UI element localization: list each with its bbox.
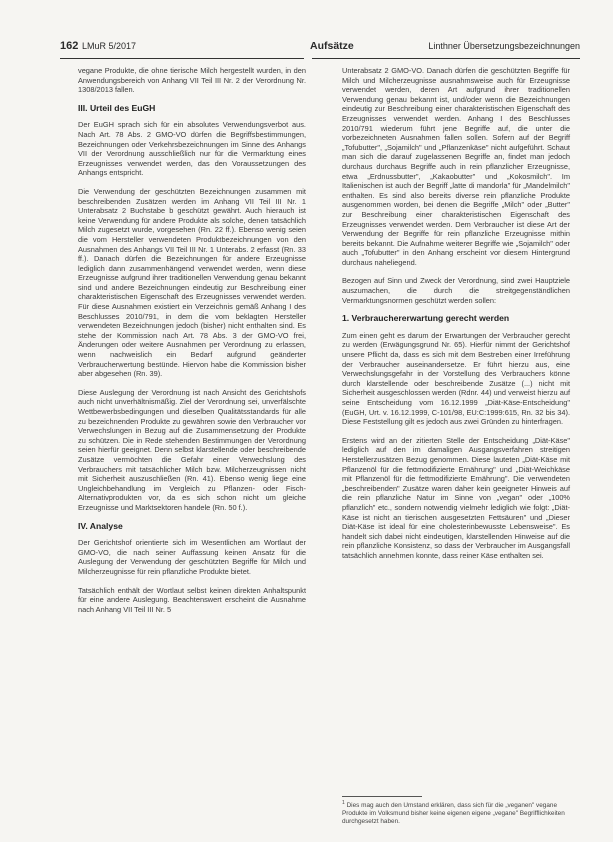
paragraph: Der Gerichtshof orientierte sich im Wesentlichen am Wortlaut der GMO-VO, die nach seiner Auffassung keinen Ansatz für die Auslegung der Verwendung der geschützten Begriffe für Milch und Milcherzeugnisse für rein pflanzliche Produkte bietet.	[78, 538, 306, 576]
footnote-rule	[342, 796, 422, 797]
paragraph: Erstens wird an der zitierten Stelle der Entscheidung „Diät-Käse" lediglich auf den im damaligen Ausgangsverfahren streitigen Herstellerzusätzen Bezug genommen. Diese lauteten „Diät-Käse mit Pflanzenöl für die fettmodifizierte Ernährung" und „Diät-Weichkäse mit Pflanzenöl für die fettmodifizierte Ernährung". Die verwendeten „beschreibenden" Zusätze waren daher kein geeigneter Hinweis auf die rein pflanzliche Natur im Sinne von „vegan" oder „100% pflanzlich" etc., sondern notwendig vielmehr lediglich wie folgt: „Diät-Käse ist nicht an tierischen ausgesetzten Fettsäuren" und „Dieser Diät-Käse ist ideal für eine cholesterinbewusste Lebensweise". Es handelt sich dabei nicht eindeutigen, klarstellenden Hinweise auf die rein pflanzliche Konsistenz, so dass der Verbraucher im Ausgangsfall tatsächlich annehmen konnte, dass reiner Käse enthalten sei.	[342, 435, 570, 560]
footnote-text: Dies mag auch den Umstand erklären, dass sich für die „veganen" vegane Produkte im Volksmund bisher keine eigenen eigene „vegane" Begrifflichkeiten durchgesetzt haben.	[342, 802, 565, 825]
paragraph: Bezogen auf Sinn und Zweck der Verordnung, sind zwei Hauptziele auszumachen, die durch die streitgegenständlichen Vermarktungsnormen geschützt werden sollen:	[342, 276, 570, 305]
page-header	[60, 40, 580, 58]
section-title: Aufsätze	[310, 40, 354, 52]
paragraph: vegane Produkte, die ohne tierische Milch hergestellt wurden, in den Anwendungsbereich von Anhang VII Teil III Nr. 2 der Verordnung Nr. 1308/2013 fallen.	[78, 66, 306, 95]
paragraph: Tatsächlich enthält der Wortlaut selbst keinen direkten Anhaltspunkt für eine andere Auslegung. Beachtenswert erscheint die Ausnahme nach Anhang VII Teil III Nr. 5	[78, 585, 306, 614]
paragraph: Die Verwendung der geschützten Bezeichnungen zusammen mit beschreibenden Zusätzen werden im Anhang VII Teil III Nr. 1 Unterabsatz 2 Buchstabe b geschützt gewährt. Auch hierauch ist keine Verwendung für andere Produkte als solche, denen tatsächlich Milch zugesetzt wurde, vorgesehen (Rn. 22 ff.). Ebenso wenig seien die vom Hersteller verwendeten Produktbezeichnungen von den Ausnahmen des Anhangs VII Teil III Nr. 1 Unterabs. 2 erfasst (Rn. 33 ff.). Danach dürfen die Bezeichnungen für andere Erzeugnisse lediglich dann zusammenhängend verwendet werden, wenn diese Erzeugnisse aufgrund ihrer traditionellen Verwendung genau bekannt sind und andere Bezeichnungen eindeutig zur Beschreibung einer charakteristischen Eigenschaft des Erzeugnisses verwendet werden. Für diese Ausnahmen existiert ein Verzeichnis gemäß Anhang I des Beschlusses 2010/791, in dem die vom beklagten Hersteller verwendeten Bezeichnungen jedoch (bisher) nicht enthalten sind. Es stehe der Kommission nach Art. 78 Abs. 3 der GMO-VO frei, Änderungen oder weitere Ausnahmen per Verordnung zu erlassen, wenn nachweislich ein Bedarf aufgrund geänderter Verbraucherwertung bestünde. Hiervon habe die Kommission bisher aber abgesehen (Rn. 39).	[78, 186, 306, 379]
right-column	[342, 66, 570, 570]
section-heading: III. Urteil des EuGH	[78, 102, 156, 113]
section-heading: IV. Analyse	[78, 520, 123, 531]
paragraph: Diese Auslegung der Verordnung ist nach Ansicht des Gerichtshofs auch nicht unverhältnismäßig. Ziel der Verordnung sei, unverfälschte Wettbewerbsbedingungen und dieselben Qualitätsstandards für alle zu bezeichnenden Produkte zu gewähren sowie den Verbraucher vor Verwechslungen in Bezug auf die Zusammensetzung der Produkte zu schützen. Die in Rede stehenden Bestimmungen der Verordnung seien hierfür geeignet. Denn selbst klarstellende oder beschreibende Zusätze vermöchten die Gefahr einer Verwechslung des Verbrauchers mit tatsächlicher Milch bzw. Milcherzeugnissen nicht mit Sicherheit auszuschließen (Rn. 41). Ebenso wenig liege eine Ungleichbehandlung im Vergleich zu Pflanzen- oder Fisch-Alternativprodukten vor, da es sich schon nicht um gleiche Erzeugnisse und Marktsektoren handele (Rn. 50 f.).	[78, 387, 306, 512]
page-number: 162	[60, 40, 79, 52]
paragraph: Der EuGH sprach sich für ein absolutes Verwendungsverbot aus. Nach Art. 78 Abs. 2 GMO-VO dürfen die Begriffsbestimmungen, Bezeichnungen oder Verkehrsbezeichnungen im Sinne des Anhangs VII der Verordnung ausschließlich nur für die Vermarktung eines Erzeugnisses verwendet werden, das den Voraussetzungen des Anhangs entspricht.	[78, 120, 306, 178]
paragraph: Zum einen geht es darum der Erwartungen der Verbraucher gerecht zu werden (Erwägungsgrund Nr. 65). Hierfür nimmt der Gerichtshof unsere Pflicht da, dass es sich mit dem Bestreben einer Irreführung der Verbraucher auseinandersetze. Er führt hierzu aus, eine Verwechslungsgefahr in der Vorstellung des Verbrauchers könne durch klarstellende oder beschreibende Zusätze (...) nicht mit Sicherheit ausgeschlossen werden (Rdnr. 44) und verweist hierzu auf seine Entscheidung vom 16.12.1999 „Diät-Käse-Entscheidung" (EuGH, Urt. v. 16.12.1999, C-101/98, EU:C:1999:615, Rn. 32 bis 34). Diese Feststellung gilt es jedoch aus zwei Gründen zu hinterfragen.	[342, 330, 570, 427]
header-rule-left	[60, 58, 304, 59]
footnote	[342, 800, 574, 826]
footnote-number: 1	[342, 800, 345, 806]
left-column	[78, 66, 306, 623]
running-title: Linthner Übersetzungsbezeichnungen	[428, 41, 580, 51]
header-rule-right	[312, 58, 580, 59]
paragraph: Unterabsatz 2 GMO-VO. Danach dürfen die geschützten Begriffe für Milch und Milcherzeugnisse ausnahmsweise auch für Erzeugnisse verwendet werden, deren Art aufgrund ihrer traditionellen Verwendung genau bekannt ist, und/oder wenn die Bezeichnungen eindeutig zur Beschreibung einer charakteristischen Eigenschaft des Erzeugnisses verwendet werden. Anhang I des Beschlusses 2010/791 wiederum führt jene Begriffe auf, die unter die vorbezeichneten Ausnahmen fallen sollen. Sofern auf der Begriff „Tofubutter", „Sojamilch" und „Pflanzenkäse" nicht aufgeführt. Schaut man sich die darauf zugelassenen Begriffe an, findet man jedoch durchaus durchaus Begriffe auch in rein pflanzlicher Erzeugnisse, etwa „Erdnussbutter", „Kakaobutter" und „Kokosmilch". Im Italienischen ist auch der Begriff „latte di mandorla" für „Mandelmilch" enthalten. Es sind also bereits diverse rein pflanzliche Produkte ausgenommen worden, bei denen die Begriffe „Milch" oder „Butter" zur Beschreibung einer charakteristischen Eigenschaft des Erzeugnisses verwendet werden. Dem Verbraucher ist diese Art der Verwendung der Begriffe für rein pflanzliche Erzeugnisse mithin bereits bekannt. Die Aufnahme weiterer Begriffe wie „Sojamilch" oder auch „Tofubutter" in den Anhang erscheint vor diesem Hintergrund durchaus naheliegend.	[342, 66, 570, 267]
section-heading: 1. Verbrauchererwartung gerecht werden	[342, 313, 510, 324]
journal-reference: LMuR 5/2017	[82, 41, 137, 51]
